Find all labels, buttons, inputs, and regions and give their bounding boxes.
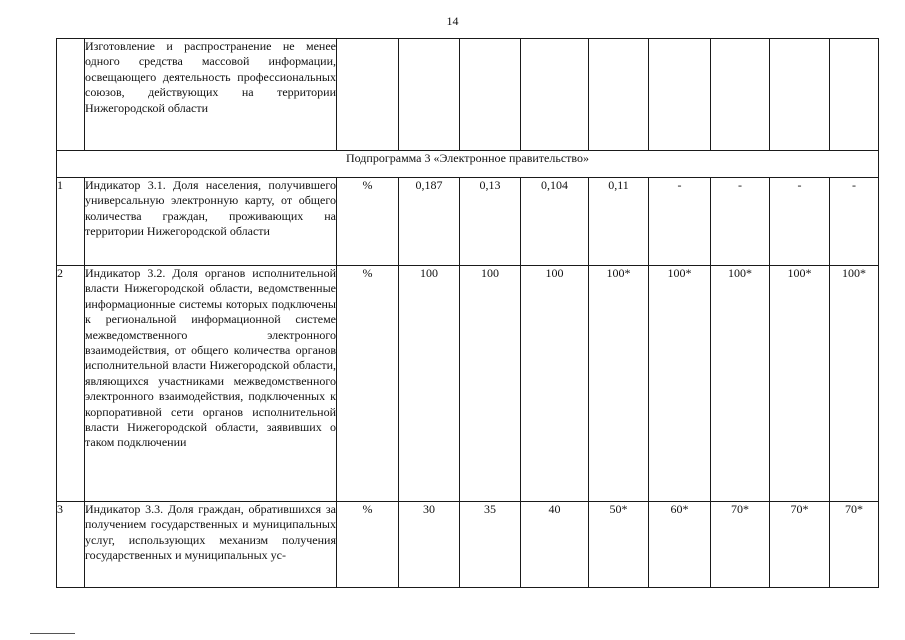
value-cell: 0,13 xyxy=(460,178,521,266)
value-cell xyxy=(770,39,830,151)
table-row xyxy=(57,266,879,502)
value-cell: 0,104 xyxy=(521,178,589,266)
row-description: Индикатор 3.3. Доля граждан, обратившихся за получением государственных и муниципальных услуг, использующих механизм получения государственных и муниципальных ус- xyxy=(85,502,337,588)
value-cell: 70* xyxy=(830,502,879,588)
value-cell: 100* xyxy=(830,266,879,502)
row-description: Индикатор 3.1. Доля населения, получившего универсальную электронную карту, от общего количества граждан, проживающих на территории Нижегородской области xyxy=(85,178,337,266)
page-divider xyxy=(30,633,75,634)
value-cell xyxy=(711,39,770,151)
row-number: 3 xyxy=(57,502,85,588)
value-cell: 100 xyxy=(460,266,521,502)
value-cell: 0,11 xyxy=(589,178,649,266)
row-description: Изготовление и распространение не менее одного средства массовой информации, освещающего деятельность профессиональных союзов, действующих на территории Нижегородской области xyxy=(85,39,337,151)
value-cell: 30 xyxy=(399,502,460,588)
value-cell: 100* xyxy=(649,266,711,502)
value-cell xyxy=(460,39,521,151)
row-number: 1 xyxy=(57,178,85,266)
value-cell xyxy=(649,39,711,151)
row-unit xyxy=(337,39,399,151)
value-cell: - xyxy=(711,178,770,266)
value-cell: 40 xyxy=(521,502,589,588)
value-cell: 50* xyxy=(589,502,649,588)
table-row xyxy=(57,178,879,266)
indicators-table xyxy=(56,38,879,588)
value-cell: - xyxy=(830,178,879,266)
value-cell: 100* xyxy=(589,266,649,502)
value-cell: - xyxy=(649,178,711,266)
value-cell: 70* xyxy=(770,502,830,588)
value-cell: 60* xyxy=(649,502,711,588)
value-cell xyxy=(399,39,460,151)
subprogram-row xyxy=(57,151,879,178)
value-cell xyxy=(589,39,649,151)
row-number: 2 xyxy=(57,266,85,502)
row-number xyxy=(57,39,85,151)
value-cell: 100 xyxy=(399,266,460,502)
value-cell: 35 xyxy=(460,502,521,588)
table-row xyxy=(57,39,879,151)
value-cell: 0,187 xyxy=(399,178,460,266)
page-number: 14 xyxy=(446,14,459,28)
row-unit: % xyxy=(337,266,399,502)
value-cell xyxy=(521,39,589,151)
value-cell: - xyxy=(770,178,830,266)
value-cell: 70* xyxy=(711,502,770,588)
subprogram-title: Подпрограмма 3 «Электронное правительство» xyxy=(57,151,879,178)
row-unit: % xyxy=(337,502,399,588)
value-cell: 100 xyxy=(521,266,589,502)
value-cell: 100* xyxy=(711,266,770,502)
table-row xyxy=(57,502,879,588)
row-unit: % xyxy=(337,178,399,266)
value-cell xyxy=(830,39,879,151)
value-cell: 100* xyxy=(770,266,830,502)
row-description: Индикатор 3.2. Доля органов исполнительной власти Нижегородской области, ведомственные информационные системы которых подключены к региональной информационной системе межведомственного электронного взаимодействия, от общего количества органов исполнительной власти Нижегородской области, являющихся участниками межведомственного электронного взаимодействия, подключенных к корпоративной сети органов исполнительной власти Нижегородской области, заявивших о таком подключении xyxy=(85,266,337,502)
